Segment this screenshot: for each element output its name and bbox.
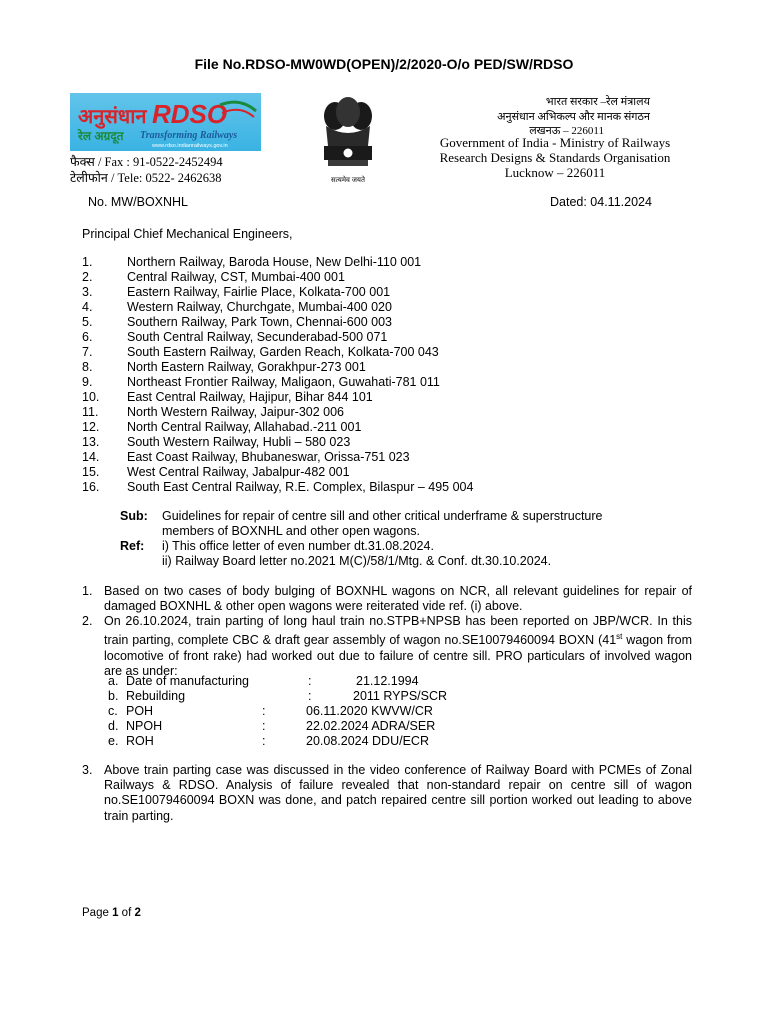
gov-hindi-line-2: अनुसंधान अभिकल्प और मानक संगठन: [497, 111, 650, 123]
paragraph-text: On 26.10.2024, train parting of long haul train no.STPB+NPSB has been reported on JBP/WCR. In this train parting, complete CBC & draft gear assembly of wagon no.SE10079460094 BOXN (41st wagon from locomotive of front rake) had worked out due to failure of centre sill. PRO particulars of involved wagon are as under:: [104, 614, 693, 678]
page-footer: Page 1 of 2: [82, 907, 141, 919]
gov-hindi-line-1: भारत सरकार –रेल मंत्रालय: [545, 96, 650, 108]
file-number: File No.RDSO-MW0WD(OPEN)/2/2020-O/o PED/SW/RDSO: [194, 56, 574, 72]
logo-website: www.rdso.indianrailways.gov.in: [152, 143, 228, 149]
emblem-motto: सत्यमेव जयते: [331, 176, 365, 184]
salutation: Principal Chief Mechanical Engineers,: [82, 227, 293, 241]
gov-english-line-2: Research Designs & Standards Organisation: [439, 150, 671, 165]
gov-english-line-1: Government of India - Ministry of Railways: [439, 135, 671, 150]
subject-label: Sub:: [120, 509, 148, 523]
paragraph-number: 3.: [82, 763, 93, 777]
fax-number: फैक्स / Fax : 91-0522-2452494: [70, 155, 223, 169]
national-emblem-icon: [318, 96, 378, 188]
paragraph-1: [82, 584, 692, 614]
telephone-number: टेलीफोन / Tele: 0522- 2462638: [70, 171, 222, 185]
paragraph-number: 2.: [82, 614, 93, 628]
reference-label: Ref:: [120, 539, 145, 553]
paragraph-text: Based on two cases of body bulging of BOXNHL wagons on NCR, all relevant guidelines for repair of damaged BOXNHL & other open wagons were reiterated vide ref. (i) above.: [104, 584, 692, 614]
logo-brand: RDSO: [152, 99, 228, 129]
paragraph-3: [82, 763, 692, 824]
letter-number: No. MW/BOXNHL: [88, 195, 189, 209]
subject-line-1: Guidelines for repair of centre sill and other critical underframe & superstructure: [162, 509, 603, 523]
reference-2: ii) Railway Board letter no.2021 M(C)/58/1/Mtg. & Conf. dt.30.10.2024.: [162, 554, 552, 568]
logo-tagline: Transforming Railways: [140, 130, 238, 141]
letter-date: Dated: 04.11.2024: [550, 195, 652, 209]
letter-page: File No.RDSO-MW0WD(OPEN)/2/2020-O/o PED/SW/RDSO अनुसंधान RDSO रेल अग्रदूत Transforming Railways www.rdso.indianrailways.gov.in फैक्स / Fax : 91-0522-2452494 टेलीफोन / Tele: 0522- 2462638 सत्यमेव जयते भारत सरकार –रेल मंत्रालय अनुसंधान अभिकल्प और मानक संगठन लखनऊ – 226011 Government of India - Ministry of Railways Research Designs & Standards Organisation Lucknow – 226011 No. MW/BOXNHL Dated: 04.11.2024 Principal Chief Mechanical Engineers, 1. Northern Railway, Baroda House, New Delhi-110 001 2. Central Railway, CST, Mumbai-400 001 3. Eastern Railway, Fairlie Place, Kolkata-700 001 4. Western Railway, Churchgate, Mumbai-400 020 5. Southern Railway, Park Town, Chennai-600 003 6. South Central Railway, Secunderabad-500 071 7. South Eastern Railway, Garden Reach, Kolkata-700 043 8. North Eastern Railway, Gorakhpur-273 001 9. Northeast Frontier Railway, Maligaon, Guwahati-781 011 10. East Central Railway, Hajipur, Bihar 844 101 11. North Western Railway, Jaipur-302 006 12. North Central Railway, Allahabad.-211 001 13. South Western Railway, Hubli – 580 023 14. East Coast Railway, Bhubaneswar, Orissa-751 023 15. West Central Railway, Jabalpur-482 001 16. South East Central Railway, R.E. Complex, Bilaspur – 495 004 Sub: Guidelines for repair of centre sill and other critical underframe & superstructure members of BOXNHL and other open wagons. Ref: i) This office letter of even number dt.31.08.2024. ii) Railway Board letter no.2021 M(C)/58/1/Mtg. & Conf. dt.30.10.2024. 1. Based on two cases of body bulging of BOXNHL wagons on NCR, all relevant guidelines for repair of damaged BOXNHL & other open wagons were reiterated vide ref. (i) above. 2. On 26.10.2024, train parting of long haul train no.STPB+NPSB has been reported on JBP/WCR. In this train parting, complete CBC & draft gear assembly of wagon no.SE10079460094 BOXN (41st wagon from locomotive of front rake) had worked out due to failure of centre sill. PRO particulars of involved wagon are as under: a. Date of manufacturing : 21.12.1994 b. Rebuilding : 2011 RYPS/SCR c. POH : 06.11.2020 KWVW/CR d. NPOH : 22.02.2024 ADRA/SER e. ROH : 20.08.2024 DDU/ECR 3. Above train parting case was discussed in the video conference of Railway Board with PCMEs of Zonal Railways & RDSO. Analysis of failure revealed that non-standard repair on centre sill of wagon no.SE10079460094 BOXN was done, and patch repaired centre sill portion worked out leading to above train parting. Page 1 of 2: [0, 0, 768, 1024]
gov-hindi-line-3: लखनऊ – 226011: [529, 125, 604, 137]
gov-english-line-3: Lucknow – 226011: [504, 165, 606, 180]
rdso-logo: [70, 93, 261, 151]
logo-hindi-tagline: रेल अग्रदूत: [78, 129, 124, 143]
logo-hindi-text: अनुसंधान: [78, 106, 147, 128]
paragraph-number: 1.: [82, 584, 93, 598]
paragraph-text: Above train parting case was discussed in the video conference of Railway Board with PCMEs of Zonal Railways & RDSO. Analysis of failure revealed that non-standard repair on centre sill of wagon no.SE10079460094 BOXN was done, and patch repaired centre sill portion worked out leading to above train parting.: [104, 763, 692, 823]
subject-line-2: members of BOXNHL and other open wagons.: [162, 524, 421, 538]
paragraph-2: [82, 614, 692, 679]
reference-1: i) This office letter of even number dt.31.08.2024.: [162, 539, 434, 553]
